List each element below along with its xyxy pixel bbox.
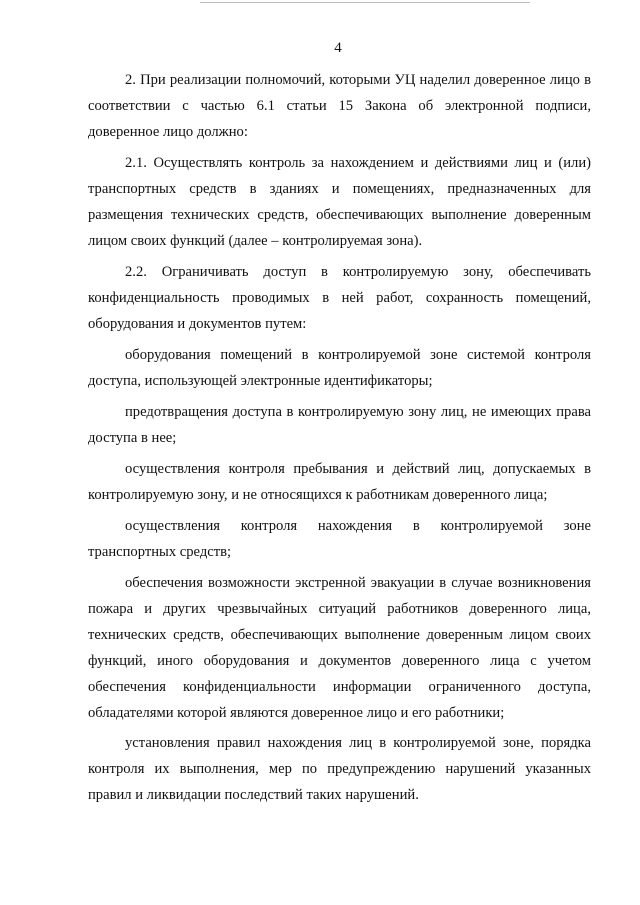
list-item-rules-of-presence: установления правил нахождения лиц в контролируемой зоне, порядка контроля их выполнения, мер по предупреждению нарушений указанных правил и ликвидации последствий таких нарушений. <box>88 735 591 803</box>
paragraph-2: 2. При реализации полномочий, которыми УЦ наделил доверенное лицо в соответствии с частью 6.1 статьи 15 Закона об электронной подписи, доверенное лицо должно: <box>88 72 591 140</box>
list-item-control-visitors: осуществления контроля пребывания и действий лиц, допускаемых в контролируемую зону, и не относящихся к работникам доверенного лица; <box>88 461 591 503</box>
document-body <box>88 67 591 813</box>
paragraph-2-2: 2.2. Ограничивать доступ в контролируемую зону, обеспечивать конфиденциальность проводимых в ней работ, сохранность помещений, оборудования и документов путем: <box>88 264 591 332</box>
list-item-prevent-access: предотвращения доступа в контролируемую зону лиц, не имеющих права доступа в нее; <box>88 404 591 446</box>
scan-top-edge <box>200 2 530 3</box>
page-number: 4 <box>334 40 342 56</box>
list-item-emergency-evacuation: обеспечения возможности экстренной эвакуации в случае возникновения пожара и других чрезвычайных ситуаций работников доверенного лица, технических средств, обеспечивающих выполнение доверенным лицом своих функций, иного оборудования и документов доверенного лица с учетом обеспечения конфиденциальности информации ограниченного доступа, обладателями которой являются доверенное лицо и его работники; <box>88 575 591 721</box>
paragraph-2-1: 2.1. Осуществлять контроль за нахождением и действиями лиц и (или) транспортных средств в зданиях и помещениях, предназначенных для размещения технических средств, обеспечивающих выполнение доверенным лицом своих функций (далее – контролируемая зона). <box>88 155 591 249</box>
list-item-control-vehicles: осуществления контроля нахождения в контролируемой зоне транспортных средств; <box>88 518 591 560</box>
list-item-access-control-system: оборудования помещений в контролируемой зоне системой контроля доступа, использующей электронные идентификаторы; <box>88 347 591 389</box>
